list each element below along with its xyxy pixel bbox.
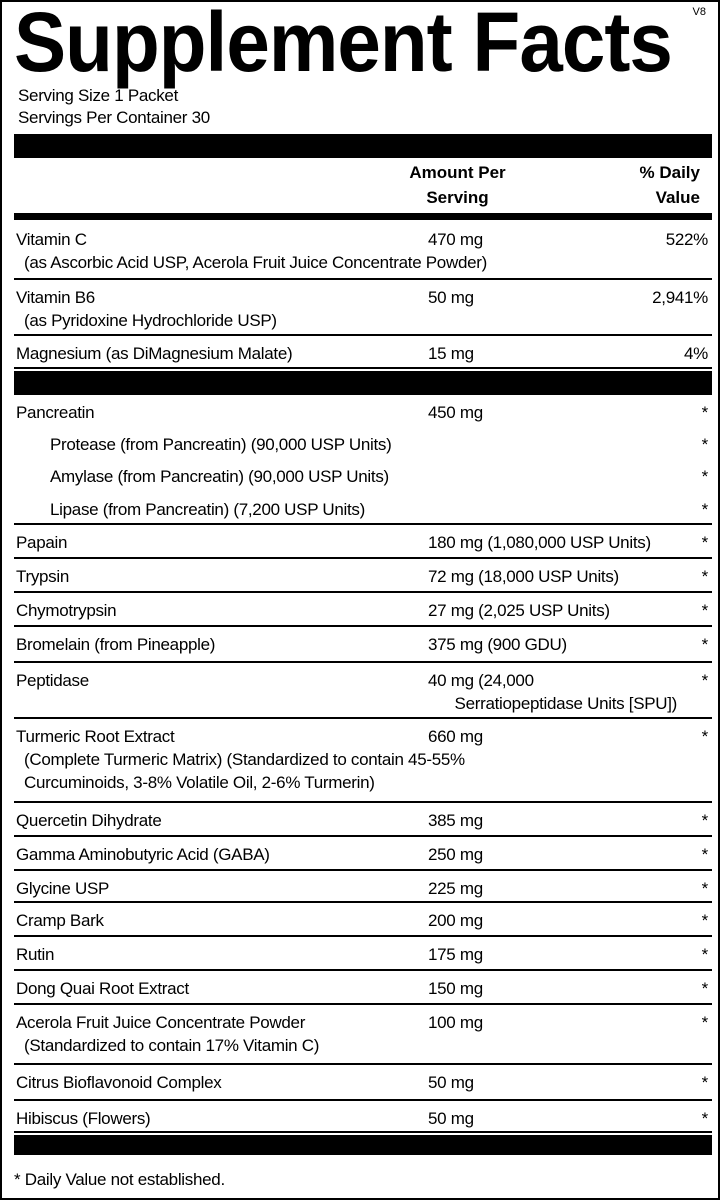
nutrient-daily-value: * [701, 879, 708, 898]
nutrient-daily-value: * [701, 567, 708, 586]
nutrient-daily-value: 2,941% [652, 288, 708, 307]
table-row [14, 280, 712, 336]
nutrient-name: Dong Quai Root Extract [16, 979, 189, 998]
nutrient-amount: 225 mg [428, 879, 483, 898]
nutrient-amount: 150 mg [428, 979, 483, 998]
version-label: V8 [692, 6, 706, 18]
table-row [14, 593, 712, 627]
nutrient-amount: 250 mg [428, 845, 483, 864]
nutrient-name: Chymotrypsin [16, 601, 117, 620]
table-row [14, 559, 712, 593]
amount-header-line1: Amount Per [409, 163, 506, 182]
nutrient-name: Turmeric Root Extract [16, 727, 175, 746]
nutrient-detail: (Complete Turmeric Matrix) (Standardized to contain 45-55% Curcuminoids, 3-8% Volatile Oil, 2-6% Turmerin) [24, 750, 465, 792]
nutrient-amount: 72 mg (18,000 USP Units) [428, 567, 619, 586]
nutrient-amount: 180 mg (1,080,000 USP Units) [428, 533, 651, 552]
nutrient-name: Acerola Fruit Juice Concentrate Powder [16, 1013, 306, 1032]
nutrient-amount: 470 mg [428, 230, 483, 249]
nutrient-amount: 385 mg [428, 811, 483, 830]
table-row [14, 803, 712, 837]
table-row [14, 492, 712, 525]
servings-per-container: Servings Per Container 30 [18, 108, 210, 127]
nutrient-daily-value: * [701, 1013, 708, 1032]
table-row [14, 1065, 712, 1101]
nutrient-name: Quercetin Dihydrate [16, 811, 162, 830]
amount-header [400, 160, 515, 210]
dv-header-line2: Value [655, 188, 700, 207]
nutrient-daily-value: * [701, 945, 708, 964]
table-row [14, 971, 712, 1005]
nutrient-detail: (Standardized to contain 17% Vitamin C) [24, 1036, 320, 1055]
nutrient-name: Glycine USP [16, 879, 110, 898]
nutrient-amount: 100 mg [428, 1013, 483, 1032]
table-row [14, 937, 712, 971]
nutrient-amount: 50 mg [428, 1073, 474, 1092]
nutrient-detail: (as Pyridoxine Hydrochloride USP) [24, 311, 277, 330]
table-row [14, 903, 712, 937]
nutrient-amount: 660 mg [428, 727, 483, 746]
table-row [14, 663, 712, 719]
nutrient-daily-value: * [701, 811, 708, 830]
divider-bar [14, 1135, 712, 1155]
table-row [14, 427, 712, 459]
nutrient-amount: 450 mg [428, 403, 483, 422]
nutrient-daily-value: * [701, 435, 708, 454]
nutrient-daily-value: * [701, 467, 708, 486]
table-row [14, 222, 712, 280]
nutrient-name: Hibiscus (Flowers) [16, 1109, 151, 1128]
nutrient-table [14, 222, 712, 1155]
table-row [14, 1005, 712, 1065]
footnote: * Daily Value not established. [14, 1170, 225, 1189]
table-row [14, 395, 712, 427]
nutrient-detail: (as Ascorbic Acid USP, Acerola Fruit Juice Concentrate Powder) [24, 253, 487, 272]
table-row [14, 871, 712, 903]
nutrient-name: Amylase (from Pancreatin) (90,000 USP Units) [50, 467, 389, 486]
nutrient-daily-value: * [701, 601, 708, 620]
divider-bar [14, 371, 712, 395]
nutrient-amount: 50 mg [428, 1109, 474, 1128]
nutrient-amount: 50 mg [428, 288, 474, 307]
nutrient-daily-value: 4% [684, 344, 708, 363]
table-row [14, 627, 712, 663]
page-title: Supplement Facts [14, 0, 672, 89]
nutrient-daily-value: * [701, 727, 708, 746]
nutrient-amount: 175 mg [428, 945, 483, 964]
dv-header-line1: % Daily [639, 163, 700, 182]
nutrient-name: Magnesium (as DiMagnesium Malate) [16, 344, 293, 363]
nutrient-daily-value: 522% [665, 230, 708, 249]
divider-bar [14, 134, 712, 158]
serving-size: Serving Size 1 Packet [18, 86, 179, 105]
nutrient-daily-value: * [701, 1109, 708, 1128]
table-row [14, 525, 712, 559]
daily-value-header [640, 160, 700, 210]
nutrient-name: Protease (from Pancreatin) (90,000 USP Units) [50, 435, 392, 454]
nutrient-daily-value: * [701, 979, 708, 998]
nutrient-amount: 375 mg (900 GDU) [428, 635, 567, 654]
nutrient-amount: 200 mg [428, 911, 483, 930]
nutrient-daily-value: * [701, 500, 708, 519]
nutrient-amount: 40 mg (24,000 Serratiopeptidase Units [SPU]) [428, 671, 678, 713]
nutrient-amount: 27 mg (2,025 USP Units) [428, 601, 610, 620]
nutrient-daily-value: * [701, 671, 708, 690]
nutrient-name: Pancreatin [16, 403, 95, 422]
nutrient-daily-value: * [701, 911, 708, 930]
nutrient-name: Rutin [16, 945, 55, 964]
nutrient-daily-value: * [701, 533, 708, 552]
nutrient-daily-value: * [701, 403, 708, 422]
divider-bar [14, 213, 712, 220]
nutrient-name: Citrus Bioflavonoid Complex [16, 1073, 222, 1092]
table-row [14, 336, 712, 369]
nutrient-daily-value: * [701, 635, 708, 654]
nutrient-name: Lipase (from Pancreatin) (7,200 USP Units) [50, 500, 365, 519]
table-row [14, 459, 712, 492]
nutrient-amount: 15 mg [428, 344, 474, 363]
nutrient-name: Gamma Aminobutyric Acid (GABA) [16, 845, 270, 864]
nutrient-daily-value: * [701, 1073, 708, 1092]
table-row [14, 1101, 712, 1133]
nutrient-name: Vitamin C [16, 230, 87, 249]
table-row [14, 719, 712, 803]
nutrient-name: Peptidase [16, 671, 89, 690]
nutrient-name: Trypsin [16, 567, 70, 586]
nutrient-daily-value: * [701, 845, 708, 864]
amount-header-line2: Serving [426, 188, 489, 207]
table-row [14, 837, 712, 871]
nutrient-name: Cramp Bark [16, 911, 104, 930]
nutrient-name: Bromelain (from Pineapple) [16, 635, 216, 654]
nutrient-name: Vitamin B6 [16, 288, 95, 307]
nutrient-name: Papain [16, 533, 68, 552]
